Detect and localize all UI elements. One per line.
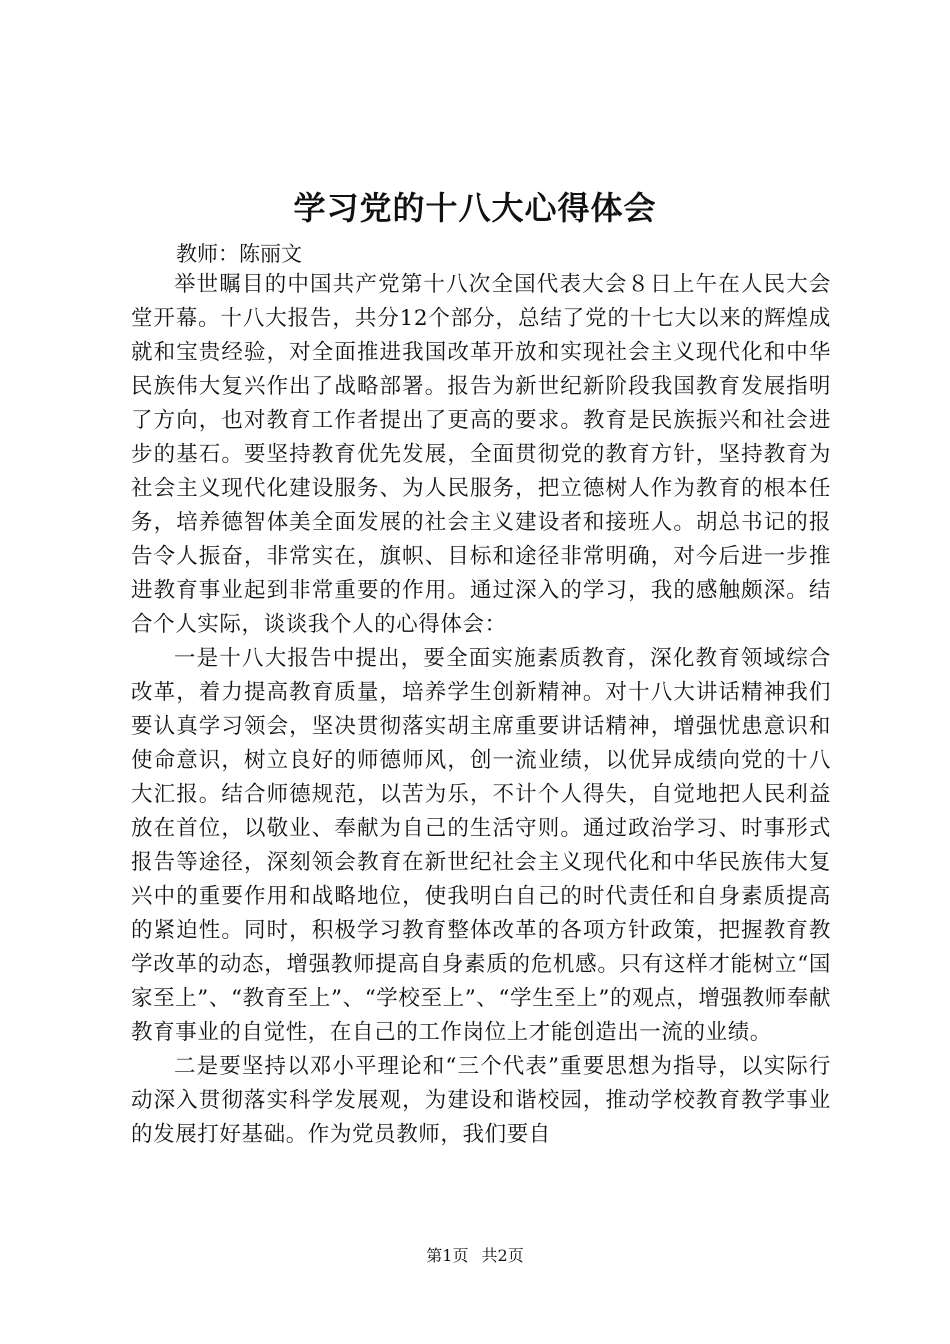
page-number: 第1页: [426, 1246, 469, 1265]
paragraph: 一是十八大报告中提出，要全面实施素质教育，深化教育领域综合改革，着力提高教育质量，培养学生创新精神。对十八大讲话精神我们要认真学习领会，坚决贯彻落实胡主席重要讲话精神，增强忧患意识和使命意识，树立良好的师德师风，创一流业绩，以优异成绩向党的十八大汇报。结合师德规范，以苦为乐，不计个人得失，自觉地把人民利益放在首位，以敬业、奉献为自己的生活守则。通过政治学习、时事形式报告等途径，深刻领会教育在新世纪社会主义现代化和中华民族伟大复兴中的重要作用和战略地位，使我明白自己的时代责任和自身素质提高的紧迫性。同时，积极学习教育整体改革的各项方针政策，把握教育教学改革的动态，增强教师提高自身素质的危机感。只有这样才能树立“国家至上”、“教育至上”、“学校至上”、“学生至上”的观点，增强教师奉献教育事业的自觉性，在自己的工作岗位上才能创造出一流的业绩。: [131, 646, 831, 1045]
paragraph: 举世瞩目的中国共产党第十八次全国代表大会８日上午在人民大会堂开幕。十八大报告，共分12个部分，总结了党的十七大以来的辉煌成就和宝贵经验，对全面推进我国改革开放和实现社会主义现代化和中华民族伟大复兴作出了战略部署。报告为新世纪新阶段我国教育发展指明了方向，也对教育工作者提出了更高的要求。教育是民族振兴和社会进步的基石。要坚持教育优先发展，全面贯彻党的教育方针，坚持教育为社会主义现代化建设服务、为人民服务，把立德树人作为教育的根本任务，培养德智体美全面发展的社会主义建设者和接班人。胡总书记的报告令人振奋，非常实在，旗帜、目标和途径非常明确，对今后进一步推进教育事业起到非常重要的作用。通过深入的学习，我的感触颇深。结合个人实际，谈谈我个人的心得体会：: [131, 272, 831, 637]
author-line: 教师：陈丽文: [176, 242, 302, 266]
document-title: 学习党的十八大心得体会: [293, 189, 657, 227]
document-body: [131, 268, 831, 1152]
page-footer: [0, 1245, 950, 1267]
page-total: 共2页: [481, 1246, 524, 1265]
paragraph: 二是要坚持以邓小平理论和“三个代表”重要思想为指导，以实际行动深入贯彻落实科学发展观，为建设和谐校园，推动学校教育教学事业的发展打好基础。作为党员教师，我们要自: [131, 1054, 831, 1147]
